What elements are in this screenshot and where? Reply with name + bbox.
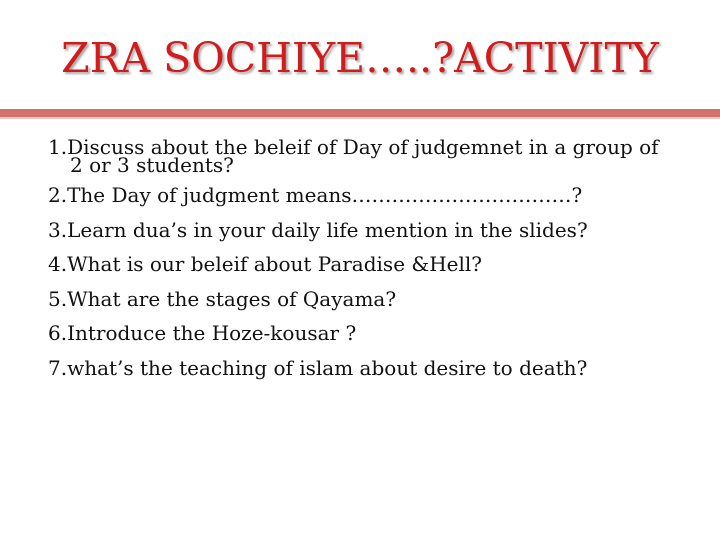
- list-item-text: 2.The Day of judgment means……………………………?: [48, 183, 583, 207]
- list-item-text-continuation: 2 or 3 students?: [70, 153, 234, 177]
- list-item: [48, 282, 708, 317]
- list-item: [48, 132, 708, 176]
- list-item: [48, 178, 708, 213]
- list-item-text: 6.Introduce the Hoze-kousar ?: [48, 321, 357, 345]
- activity-list: [48, 132, 708, 385]
- title-divider-shadow: [0, 117, 720, 119]
- list-item-text: 7.what’s the teaching of islam about desire to death?: [48, 355, 588, 380]
- list-item-text: 3.Learn dua’s in your daily life mention in the slides?: [48, 217, 588, 242]
- list-item: [48, 351, 708, 386]
- list-item-text: 1.Discuss about the beleif of Day of judgemnet in a group of: [48, 135, 659, 159]
- slide-title: ZRA SOCHIYE…..?ACTIVITY: [61, 34, 659, 82]
- list-item: [48, 213, 708, 248]
- list-item-text: 5.What are the stages of Qayama?: [48, 286, 397, 311]
- list-item: [48, 247, 708, 282]
- title-divider: [0, 109, 720, 117]
- list-item-text: 4.What is our beleif about Paradise &Hell?: [48, 252, 482, 276]
- list-item: [48, 316, 708, 351]
